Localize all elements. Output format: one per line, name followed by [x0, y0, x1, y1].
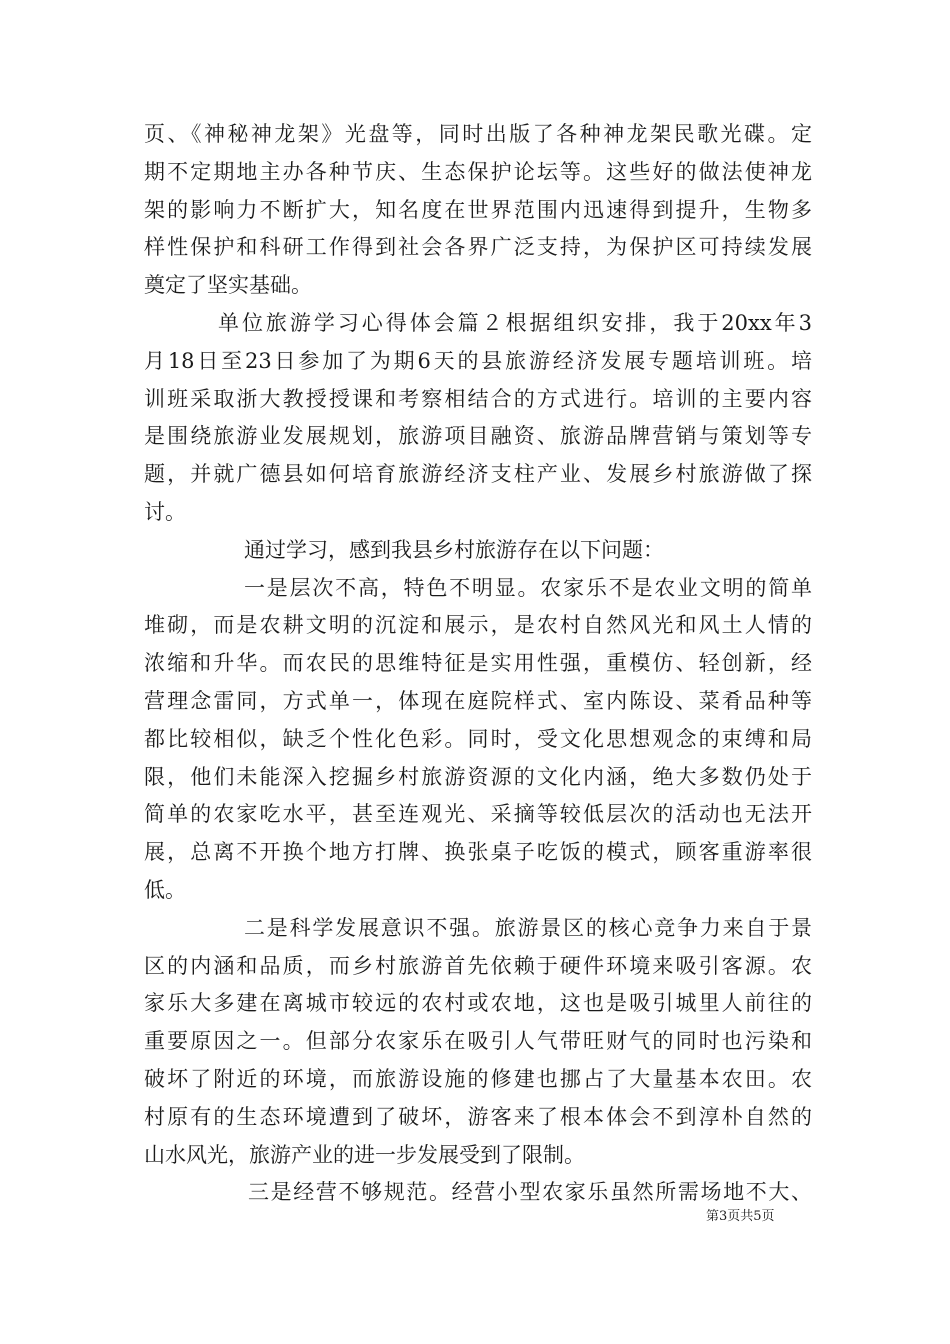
text-line: 限，他们未能深入挖掘乡村旅游资源的文化内涵，绝大多数仍处于	[144, 764, 812, 789]
text-line: 浓缩和升华。而农民的思维特征是实用性强，重模仿、轻创新，经	[144, 651, 812, 676]
text-line: 通过学习，感到我县乡村旅游存在以下问题：	[244, 537, 664, 562]
text-line: 是围绕旅游业发展规划，旅游项目融资、旅游品牌营销与策划等专	[144, 424, 812, 449]
text-line: 村原有的生态环境遭到了破坏，游客来了根本体会不到淳朴自然的	[144, 1104, 812, 1129]
text-line: 家乐大多建在离城市较远的农村或农地，这也是吸引城里人前往的	[144, 991, 812, 1016]
text-line: 月18日至23日参加了为期6天的县旅游经济发展专题培训班。培	[144, 348, 812, 373]
text-line: 题，并就广德县如何培育旅游经济支柱产业、发展乡村旅游做了探	[144, 462, 812, 487]
text-line: 架的影响力不断扩大，知名度在世界范围内迅速得到提升，生物多	[144, 197, 812, 222]
text-line: 重要原因之一。但部分农家乐在吸引人气带旺财气的同时也污染和	[144, 1029, 812, 1054]
text-line: 低。	[144, 877, 186, 902]
text-line: 样性保护和科研工作得到社会各界广泛支持，为保护区可持续发展	[144, 235, 812, 260]
text-line: 二是科学发展意识不强。旅游景区的核心竞争力来自于景	[244, 915, 812, 940]
text-line: 期不定期地主办各种节庆、生态保护论坛等。这些好的做法使神龙	[144, 159, 812, 184]
text-line: 奠定了坚实基础。	[144, 273, 312, 298]
text-line: 堆砌，而是农耕文明的沉淀和展示，是农村自然风光和风土人情的	[144, 613, 812, 638]
text-line: 单位旅游学习心得体会篇２根据组织安排，我于20xx年3	[218, 310, 812, 335]
text-line: 区的内涵和品质，而乡村旅游首先依赖于硬件环境来吸引客源。农	[144, 953, 812, 978]
text-line: 展，总离不开换个地方打牌、换张桌子吃饭的模式，顾客重游率很	[144, 840, 812, 865]
text-line: 一是层次不高，特色不明显。农家乐不是农业文明的简单	[244, 575, 812, 600]
text-line: 训班采取浙大教授授课和考察相结合的方式进行。培训的主要内容	[144, 386, 812, 411]
text-line: 都比较相似，缺乏个性化色彩。同时，受文化思想观念的束缚和局	[144, 726, 812, 751]
text-line: 三是经营不够规范。经营小型农家乐虽然所需场地不大、	[248, 1180, 812, 1205]
text-line: 简单的农家吃水平，甚至连观光、采摘等较低层次的活动也无法开	[144, 802, 812, 827]
page-number: 第3页共5页	[706, 1209, 775, 1224]
text-line: 页、《神秘神龙架》光盘等，同时出版了各种神龙架民歌光碟。定	[144, 122, 812, 146]
text-line: 破坏了附近的环境，而旅游设施的修建也挪占了大量基本农田。农	[144, 1066, 812, 1091]
body-text	[144, 116, 812, 1212]
text-line: 营理念雷同，方式单一，体现在庭院样式、室内陈设、菜肴品种等	[144, 688, 812, 713]
text-line: 讨。	[144, 499, 186, 524]
text-line: 山水风光，旅游产业的进一步发展受到了限制。	[144, 1142, 585, 1167]
